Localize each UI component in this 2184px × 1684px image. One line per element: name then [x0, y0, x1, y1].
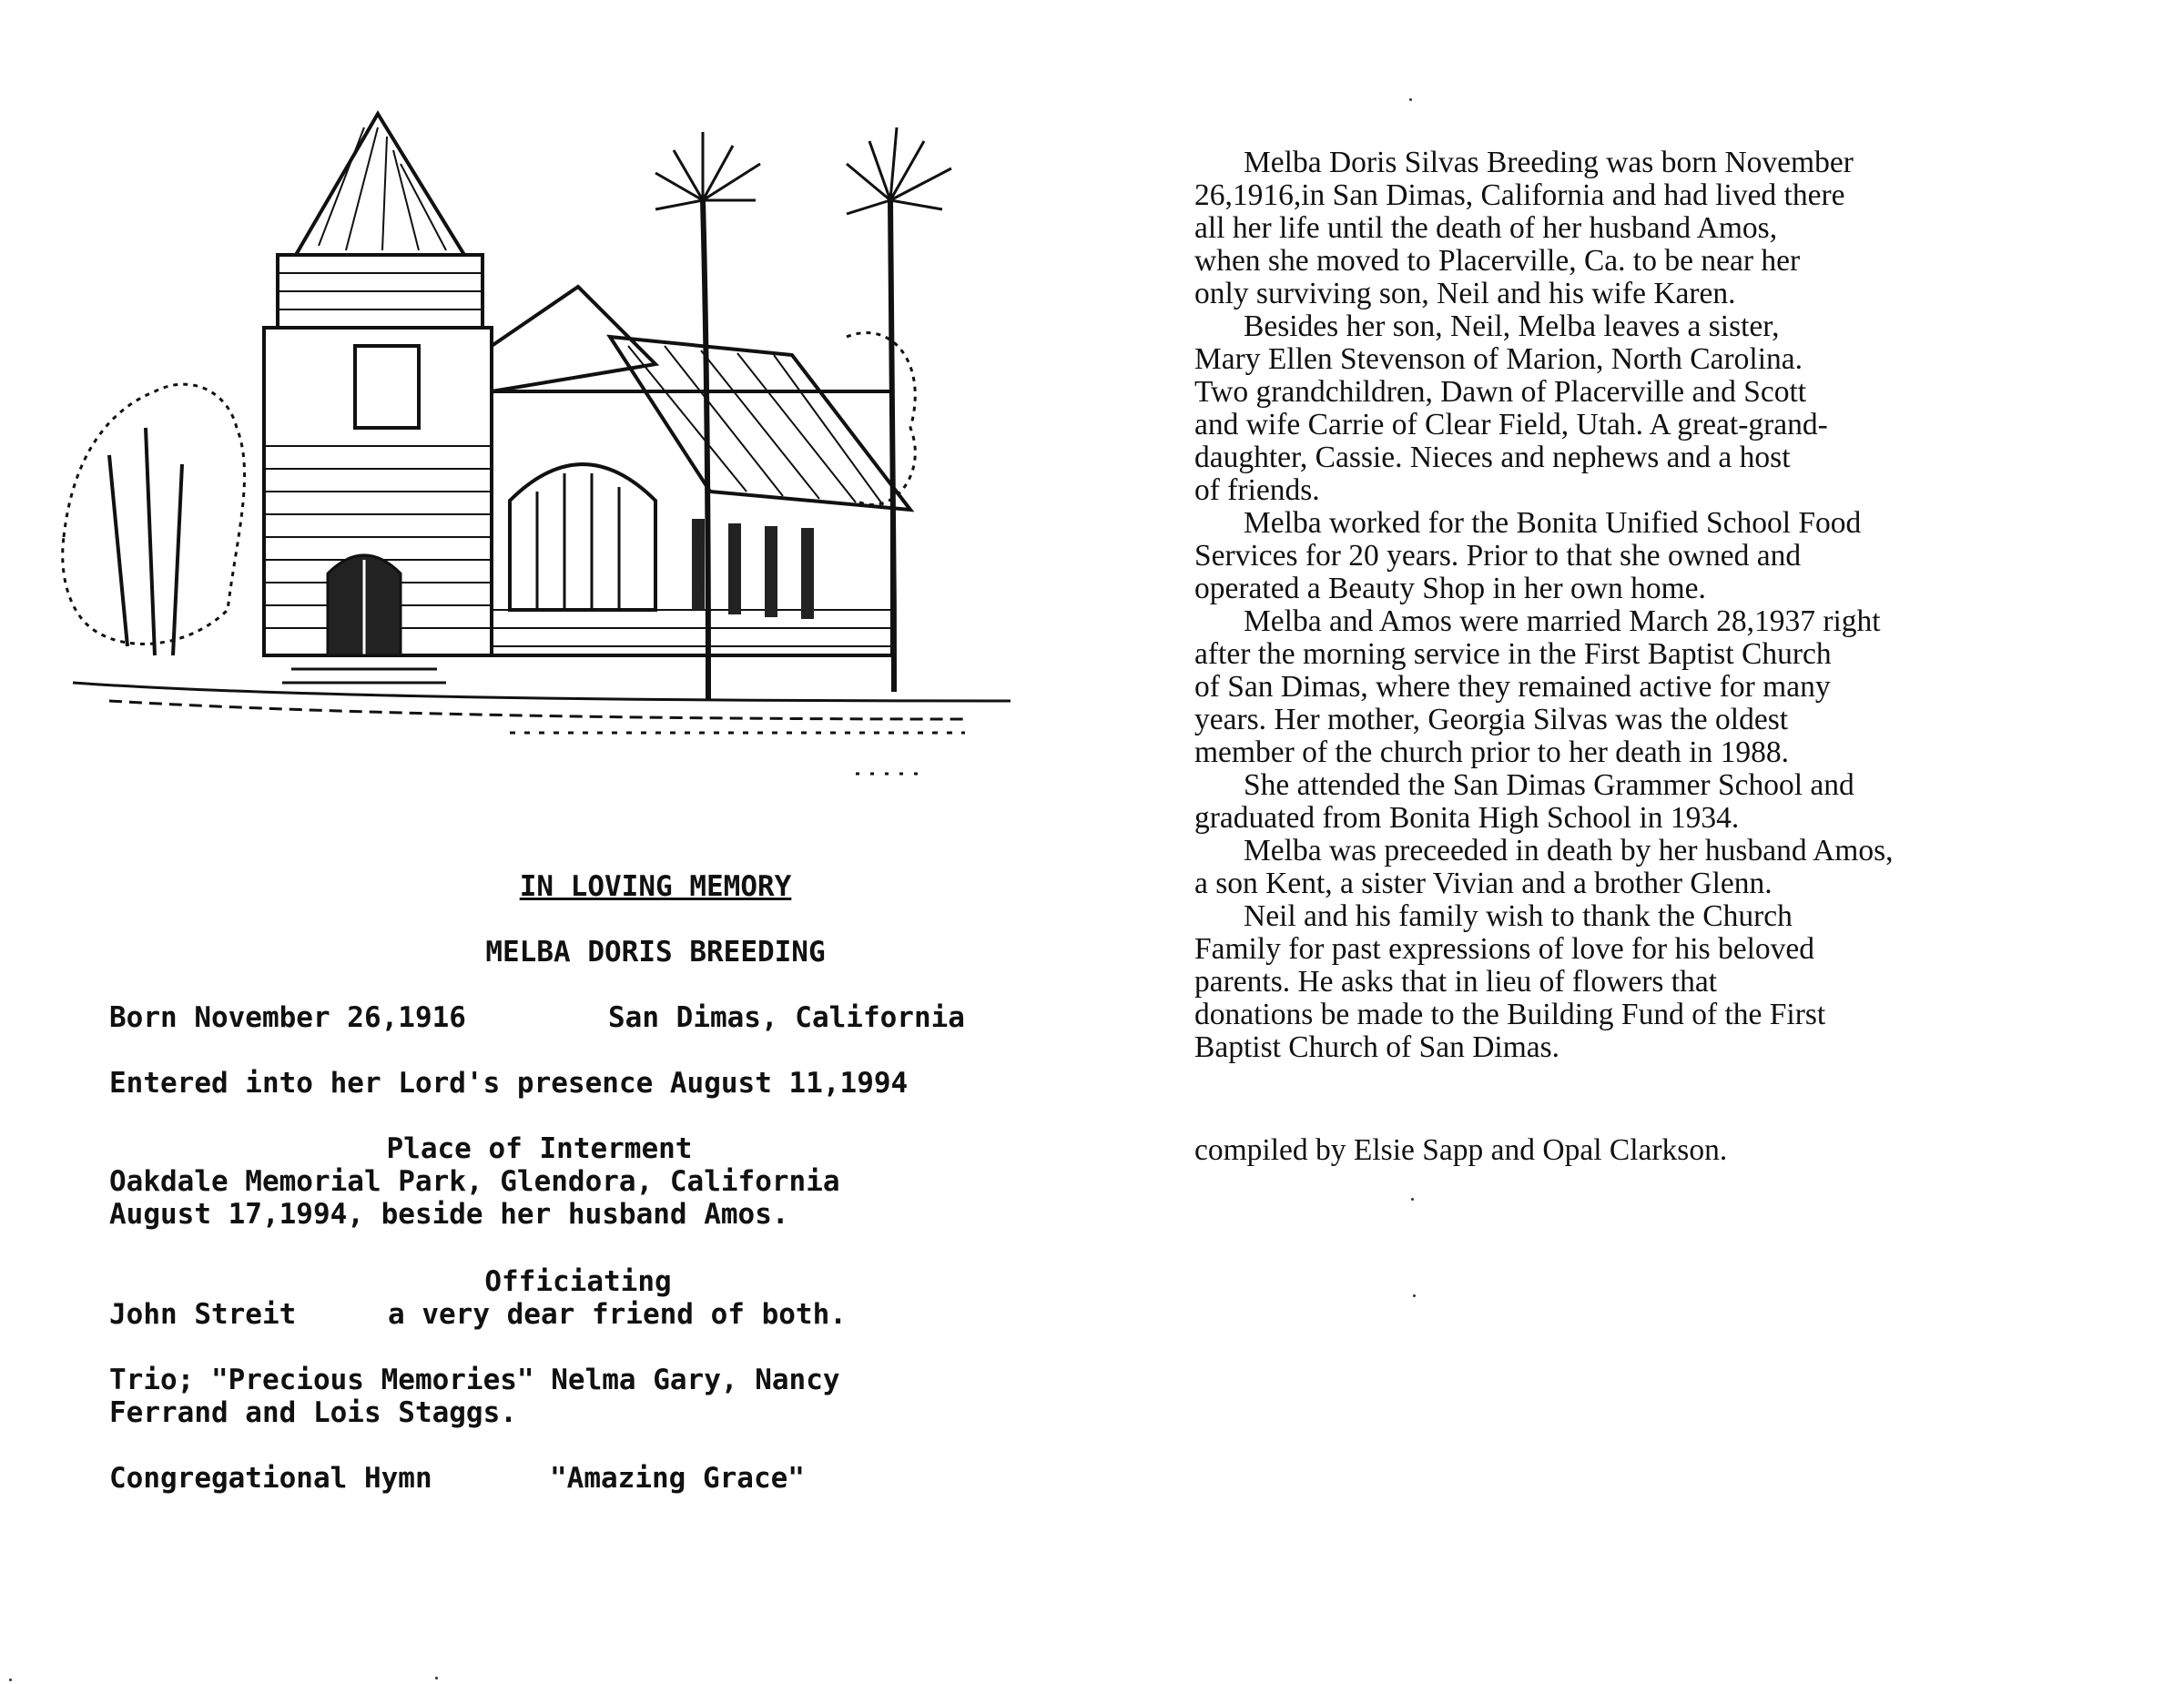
compiled-by-credit: compiled by Elsie Sapp and Opal Clarkson.: [1194, 1133, 1728, 1167]
obituary-line: Melba Doris Silvas Breeding was born November: [1244, 146, 1854, 179]
entered-presence: Entered into her Lord's presence August 11,1994: [109, 1067, 909, 1100]
obituary-line: when she moved to Placerville, Ca. to be near her: [1194, 244, 1801, 278]
hymn-title: "Amazing Grace": [550, 1462, 805, 1495]
obituary-line: Melba and Amos were married March 28,1937 right: [1244, 604, 1881, 638]
obituary-line: years. Her mother, Georgia Silvas was the oldest: [1194, 703, 1789, 736]
interment-heading: Place of Interment: [386, 1132, 693, 1165]
obituary-line: parents. He asks that in lieu of flowers that: [1194, 965, 1717, 999]
interment-location: Oakdale Memorial Park, Glendora, California: [109, 1165, 840, 1198]
obituary-line: Family for past expressions of love for his beloved: [1194, 932, 1815, 966]
obituary-line: Besides her son, Neil, Melba leaves a sister,: [1244, 309, 1780, 343]
scan-speck: [1411, 1198, 1414, 1201]
obituary-line: Melba was preceeded in death by her husband Amos,: [1244, 834, 1894, 867]
obituary-line: and wife Carrie of Clear Field, Utah. A great-grand-: [1194, 408, 1828, 441]
obituary-line: of friends.: [1194, 473, 1320, 507]
obituary-line: Neil and his family wish to thank the Church: [1244, 899, 1793, 933]
obituary-line: a son Kent, a sister Vivian and a brother Glenn.: [1194, 867, 1773, 900]
trio-line-2: Ferrand and Lois Staggs.: [109, 1396, 517, 1429]
trio-line-1: Trio; "Precious Memories" Nelma Gary, Nancy: [109, 1364, 840, 1396]
obituary-line: donations be made to the Building Fund of the First: [1194, 998, 1826, 1031]
officiating-heading: Officiating: [484, 1265, 672, 1298]
scan-speck: [1409, 98, 1412, 101]
obituary-line: Services for 20 years. Prior to that she owned and: [1194, 539, 1802, 573]
church-with-palm-trees-illustration: [55, 64, 1020, 792]
officiant-name: John Streit: [109, 1298, 297, 1331]
heading-in-loving-memory: IN LOVING MEMORY: [519, 870, 792, 903]
obituary-line: only surviving son, Neil and his wife Karen.: [1194, 277, 1736, 310]
scan-speck: [435, 1677, 438, 1679]
born-date: Born November 26,1916: [109, 1001, 466, 1034]
officiant-note: a very dear friend of both.: [388, 1298, 847, 1331]
hymn-label: Congregational Hymn: [109, 1462, 432, 1495]
obituary-line: Baptist Church of San Dimas.: [1194, 1030, 1560, 1064]
scan-speck: [9, 1679, 12, 1681]
obituary-line: daughter, Cassie. Nieces and nephews and a host: [1194, 441, 1791, 474]
obituary-line: Two grandchildren, Dawn of Placerville and Scott: [1194, 375, 1807, 409]
obituary-line: of San Dimas, where they remained active for many: [1194, 670, 1831, 704]
obituary-line: Mary Ellen Stevenson of Marion, North Carolina.: [1194, 342, 1803, 376]
obituary-line: She attended the San Dimas Grammer School and: [1244, 768, 1854, 802]
scan-speck: [1413, 1294, 1416, 1297]
obituary-line: member of the church prior to her death in 1988.: [1194, 735, 1790, 769]
interment-date: August 17,1994, beside her husband Amos.: [109, 1198, 789, 1231]
obituary-line: operated a Beauty Shop in her own home.: [1194, 572, 1706, 605]
obituary-line: all her life until the death of her husband Amos,: [1194, 211, 1778, 245]
obituary-line: graduated from Bonita High School in 1934.: [1194, 801, 1740, 835]
obituary-line: 26,1916,in San Dimas, California and had lived there: [1194, 178, 1845, 212]
obituary-line: after the morning service in the First Baptist Church: [1194, 637, 1832, 671]
born-place: San Dimas, California: [608, 1001, 965, 1034]
obituary-line: Melba worked for the Bonita Unified School Food: [1244, 506, 1862, 540]
deceased-name: MELBA DORIS BREEDING: [485, 936, 826, 969]
